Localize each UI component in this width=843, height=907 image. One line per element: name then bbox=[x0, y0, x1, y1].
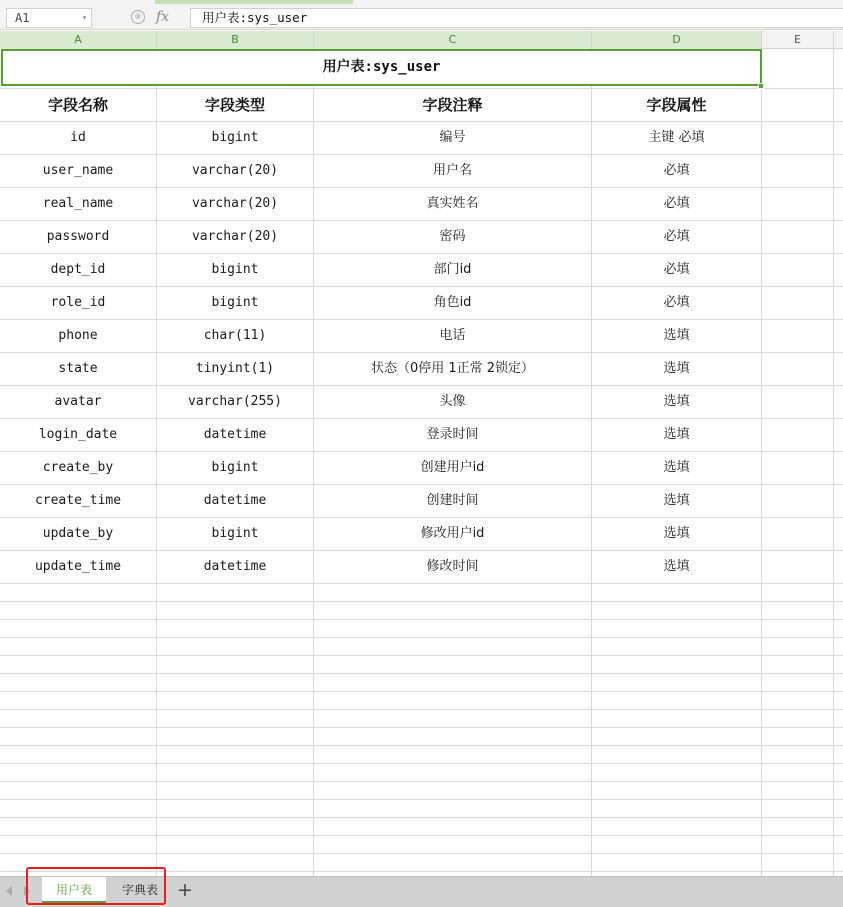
row-gridline bbox=[0, 799, 843, 800]
table-cell[interactable]: varchar(20) bbox=[191, 229, 279, 244]
table-cell[interactable]: varchar(20) bbox=[191, 163, 279, 178]
table-cell[interactable]: dept_id bbox=[50, 262, 106, 277]
column-header-row bbox=[0, 31, 843, 49]
row-gridline bbox=[0, 691, 843, 692]
fx-icon[interactable]: fx bbox=[156, 9, 170, 25]
zoom-icon[interactable]: ® bbox=[131, 10, 145, 24]
table-cell[interactable]: 选填 bbox=[663, 394, 690, 409]
row-gridline bbox=[0, 583, 843, 584]
table-cell[interactable]: 真实姓名 bbox=[426, 196, 479, 211]
header-cell[interactable]: 字段名称 bbox=[47, 96, 108, 114]
table-cell[interactable]: phone bbox=[58, 328, 98, 343]
column-header-c[interactable]: C bbox=[314, 31, 592, 49]
row-gridline bbox=[0, 709, 843, 710]
table-cell[interactable]: 角色id bbox=[433, 295, 472, 310]
row-gridline bbox=[0, 601, 843, 602]
table-cell[interactable]: update_by bbox=[42, 526, 114, 541]
table-cell[interactable]: 必填 bbox=[663, 196, 690, 211]
table-cell[interactable]: 必填 bbox=[663, 163, 690, 178]
sheet-tab-bar bbox=[0, 876, 843, 907]
table-cell[interactable]: bigint bbox=[211, 262, 259, 277]
table-cell[interactable]: 必填 bbox=[663, 229, 690, 244]
row-gridline bbox=[0, 853, 843, 854]
table-cell[interactable]: char(11) bbox=[203, 328, 267, 343]
table-cell[interactable]: 选填 bbox=[663, 328, 690, 343]
table-cell[interactable]: 必填 bbox=[663, 262, 690, 277]
table-cell[interactable]: avatar bbox=[54, 394, 102, 409]
column-header-d[interactable]: D bbox=[592, 31, 762, 49]
table-cell[interactable]: varchar(20) bbox=[191, 196, 279, 211]
table-cell[interactable]: bigint bbox=[211, 130, 259, 145]
row-gridline bbox=[0, 655, 843, 656]
table-cell[interactable]: user_name bbox=[42, 163, 114, 178]
name-box[interactable] bbox=[6, 8, 92, 28]
tab-dict-table[interactable]: 字典表 bbox=[121, 883, 158, 897]
table-cell[interactable]: 创建时间 bbox=[426, 493, 479, 508]
table-cell[interactable]: 选填 bbox=[663, 427, 690, 442]
table-cell[interactable]: 主键 必填 bbox=[648, 130, 705, 145]
table-cell[interactable]: 必填 bbox=[663, 295, 690, 310]
row-gridline bbox=[0, 781, 843, 782]
row-gridline bbox=[0, 637, 843, 638]
formula-input[interactable]: 用户表:sys_user bbox=[190, 8, 843, 28]
table-cell[interactable]: 选填 bbox=[663, 493, 690, 508]
table-cell[interactable]: 选填 bbox=[663, 460, 690, 475]
table-cell[interactable]: create_by bbox=[42, 460, 114, 475]
table-cell[interactable]: 修改用户id bbox=[420, 526, 485, 541]
table-cell[interactable]: 电话 bbox=[439, 328, 466, 343]
header-cell[interactable]: 字段属性 bbox=[646, 96, 707, 114]
table-cell[interactable]: tinyint(1) bbox=[195, 361, 275, 376]
table-cell[interactable]: 部门id bbox=[433, 262, 472, 277]
table-cell[interactable]: 用户名 bbox=[432, 163, 472, 178]
table-title-cell[interactable]: 用户表:sys_user bbox=[1, 49, 762, 86]
table-cell[interactable]: 修改时间 bbox=[426, 559, 479, 574]
prev-sheet-icon[interactable] bbox=[6, 886, 12, 896]
add-sheet-icon[interactable]: + bbox=[177, 879, 193, 901]
table-cell[interactable]: role_id bbox=[50, 295, 106, 310]
table-cell[interactable]: 创建用户id bbox=[420, 460, 485, 475]
row-gridline bbox=[0, 763, 843, 764]
column-header-a[interactable]: A bbox=[0, 31, 157, 49]
table-cell[interactable]: bigint bbox=[211, 460, 259, 475]
table-cell[interactable]: bigint bbox=[211, 526, 259, 541]
table-cell[interactable]: bigint bbox=[211, 295, 259, 310]
row-gridline bbox=[0, 835, 843, 836]
next-sheet-icon[interactable] bbox=[24, 886, 30, 896]
active-column-accent bbox=[155, 0, 353, 4]
table-cell[interactable]: 选填 bbox=[663, 526, 690, 541]
header-cell[interactable]: 字段类型 bbox=[204, 96, 265, 114]
table-cell[interactable]: 密码 bbox=[439, 229, 466, 244]
formula-bar bbox=[0, 0, 843, 30]
row-gridline bbox=[0, 727, 843, 728]
table-cell[interactable]: 编号 bbox=[439, 130, 466, 145]
row-gridline bbox=[0, 619, 843, 620]
table-cell[interactable]: state bbox=[58, 361, 98, 376]
table-cell[interactable]: password bbox=[46, 229, 110, 244]
name-box-value: A1 bbox=[15, 11, 30, 25]
tab-user-table[interactable]: 用户表 bbox=[42, 877, 106, 903]
row-gridline bbox=[0, 673, 843, 674]
table-cell[interactable]: 选填 bbox=[663, 361, 690, 376]
column-gridline bbox=[761, 49, 762, 876]
table-cell[interactable]: create_time bbox=[34, 493, 122, 508]
chevron-down-icon[interactable]: ▾ bbox=[82, 13, 87, 22]
column-header-b[interactable]: B bbox=[157, 31, 314, 49]
table-cell[interactable]: 头像 bbox=[439, 394, 466, 409]
row-gridline bbox=[0, 745, 843, 746]
column-gridline bbox=[833, 49, 834, 876]
table-cell[interactable]: update_time bbox=[34, 559, 122, 574]
fill-handle[interactable] bbox=[758, 83, 764, 89]
row-gridline bbox=[0, 871, 843, 872]
table-cell[interactable]: 选填 bbox=[663, 559, 690, 574]
spreadsheet-grid[interactable] bbox=[0, 49, 843, 876]
table-cell[interactable]: login_date bbox=[38, 427, 118, 442]
table-cell[interactable]: 登录时间 bbox=[426, 427, 479, 442]
table-cell[interactable]: datetime bbox=[203, 427, 267, 442]
table-cell[interactable]: real_name bbox=[42, 196, 114, 211]
table-cell[interactable]: varchar(255) bbox=[188, 394, 282, 409]
table-cell[interactable]: datetime bbox=[203, 559, 267, 574]
table-cell[interactable]: 状态（0停用 1正常 2锁定） bbox=[370, 361, 535, 376]
header-cell[interactable]: 字段注释 bbox=[422, 96, 483, 114]
table-cell[interactable]: id bbox=[70, 130, 86, 145]
row-gridline bbox=[0, 817, 843, 818]
table-cell[interactable]: datetime bbox=[203, 493, 267, 508]
column-header-e[interactable]: E bbox=[762, 31, 834, 49]
